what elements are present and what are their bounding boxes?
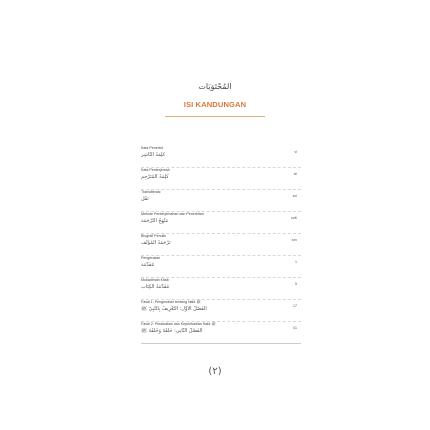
toc-item[interactable] [141, 322, 301, 344]
toc-item[interactable] [141, 234, 301, 256]
toc-item-arabic: الفَصْلُ الأَوَّل: التَّعْرِيفُ بِالنَّبِيّ ﷺ [141, 306, 207, 312]
toc-item-arabic: مَنْهَجُ التَّرْجَمَة [141, 218, 169, 224]
toc-item-arabic: كَلِمَةُ النَّاشِر [141, 152, 166, 158]
toc-item[interactable] [141, 168, 301, 190]
toc-item-title: Mukadimah Kitab [141, 278, 169, 282]
toc-item-page: 1 [295, 260, 297, 264]
toc-item-arabic: نَقْل [141, 196, 149, 202]
toc-item-page: xvi [292, 194, 297, 198]
toc-item[interactable] [141, 146, 301, 168]
toc-item-arabic: تَرْجَمَةُ المُؤَلِّف [141, 240, 171, 246]
toc-item[interactable] [141, 190, 301, 212]
toc-item-title: Kata Penterjemah [141, 168, 170, 172]
toc-item-title: Biografi Penulis [141, 234, 166, 238]
toc-item-page: vi [294, 150, 297, 154]
title-underline [165, 116, 265, 117]
toc-item[interactable] [141, 256, 301, 278]
toc-item-title: Fasal 1: Pengenalan tentang Nabi ﷺ [141, 300, 201, 304]
toc-item-page: 17 [293, 304, 297, 308]
toc-item-arabic: مُقَدِّمَة [141, 262, 155, 268]
toc-item[interactable] [141, 278, 301, 300]
toc-item-title: Metode Penterjemahan dan Penerbitan [141, 212, 204, 216]
page-number: (٢) [208, 366, 222, 377]
toc-item-page: xii [293, 172, 297, 176]
toc-item-title: Kata Penerbit [141, 146, 163, 150]
toc-item[interactable] [141, 212, 301, 234]
toc-item-page: 41 [293, 326, 297, 330]
toc-divider [141, 343, 301, 344]
toc-item-arabic: كَلِمَةُ المُتَرْجِم [141, 174, 169, 180]
toc-item-arabic: الفَصْلُ الثَّانِي: خَلْقُهُ وَخُلُقُهُ ﷺ [141, 328, 203, 334]
table-of-contents [141, 146, 301, 334]
toc-item-arabic: مُقَدِّمَةُ الكِتَاب [141, 284, 170, 290]
toc-item-page: 5 [295, 282, 297, 286]
heading-block [160, 92, 270, 114]
arabic-heading: المُحْتَوَيَات [198, 82, 232, 91]
toc-item-title: Pengenalan [141, 256, 161, 260]
toc-item-title: Fasal 2: Perawakan dan Keperibadian Nabi ﷺ [141, 322, 216, 326]
toc-item-page: xxv [291, 238, 297, 242]
page-title: ISI KANDUNGAN [183, 100, 247, 109]
toc-item[interactable] [141, 300, 301, 322]
toc-item-title: Transliterasi [141, 190, 161, 194]
toc-item-page: xviii [291, 216, 297, 220]
